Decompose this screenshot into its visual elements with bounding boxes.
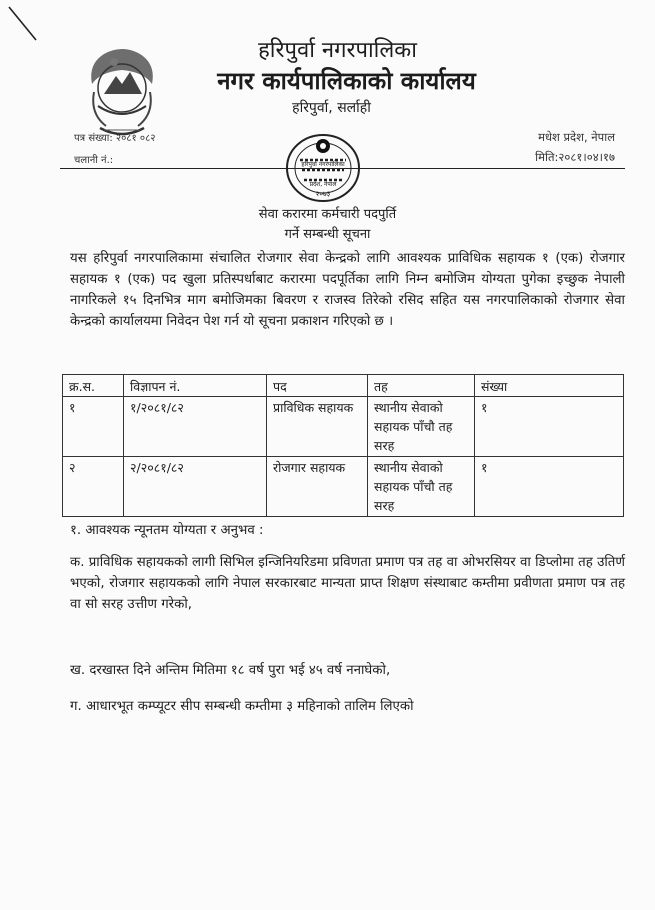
cell-count: १ xyxy=(475,397,624,457)
cell-sn: १ xyxy=(63,397,124,457)
notice-body: यस हरिपुर्वा नगरपालिकामा संचालित रोजगार सेवा केन्द्रको लागि आवश्यक प्राविधिक सहायक १ (एक) रोजगार सहायक १ (एक) पद खुला प्रतिस्पर्धाबाट करारमा पदपूर्तिका लागि निम्न बमोजिम योग्यता पुगेका इच्छुक नेपाली नागरिकले १५ दिनभित्र माग बमोजिमका बिवरण र राजस्व तिरेको रसिद सहित यस नगरपालिकाको रोजगार सेवा केन्द्रको कार्यालयमा निवेदन पेश गर्न यो सूचना प्रकाशन गरिएको छ । xyxy=(70,251,625,329)
date-label: मिति:२०८१।०४।१७ xyxy=(535,150,615,164)
subject-line1: सेवा करारमा कर्मचारी पदपुर्ति xyxy=(258,207,397,222)
col-sn: क्र.स. xyxy=(63,375,124,397)
ref-number: पत्र संख्या: २०८१ ०८२ xyxy=(74,133,156,144)
subject-line2: गर्ने सम्बन्धी सूचना xyxy=(284,227,371,242)
stamp-line2: प्रदेश, नेपाल xyxy=(309,181,337,188)
table-row xyxy=(63,397,624,457)
office-location: हरिपुर्वा, सर्लाही xyxy=(292,100,371,116)
col-post: पद xyxy=(267,375,368,397)
qualification-item-a: क. प्राविधिक सहायकको लागी सिभिल इन्जिनियरिडमा प्रविणता प्रमाण पत्र तह वा ओभरसियर वा डिप्लोमा तह उतिर्ण भएको, रोजगार सहायकको लागि नेपाल सरकारबाट मान्यता प्राप्त शिक्षण संस्थाबाट कम्तीमा प्रवीणता प्रमाण पत्र तह वा सो सरह उत्तीण गरेको, xyxy=(70,555,625,612)
office-stamp xyxy=(282,130,364,210)
cell-level: स्थानीय सेवाको सहायक पाँचौ तह सरह xyxy=(368,457,475,517)
cell-level: स्थानीय सेवाको सहायक पाँचौ तह सरह xyxy=(368,397,475,457)
cell-count: १ xyxy=(475,457,624,517)
office-title: नगर कार्यपालिकाको कार्यालय xyxy=(217,67,476,95)
cell-ad-no: २/२०८१/८२ xyxy=(124,457,267,517)
province-label: मधेश प्रदेश, नेपाल xyxy=(538,130,615,144)
col-ad-no: विज्ञापन नं. xyxy=(124,375,267,397)
dispatch-number: चलानी नं.: xyxy=(74,155,114,166)
cell-post: रोजगार सहायक xyxy=(267,457,368,517)
qualifications-heading: १. आवश्यक न्यूनतम योग्यता र अनुभव : xyxy=(70,523,264,538)
table-row xyxy=(63,457,624,517)
municipality-name: हरिपुर्वा नगरपालिका xyxy=(258,38,417,63)
qualification-item-c: ग. आधारभूत कम्प्यूटर सीप सम्बन्धी कम्तीमा ३ महिनाको तालिम लिएको xyxy=(70,699,414,714)
stamp-year: २०७३ xyxy=(315,190,331,198)
col-count: संख्या xyxy=(475,375,624,397)
stamp-line1: हरिपुर्वा नगरपालिका xyxy=(301,161,345,168)
cell-sn: २ xyxy=(63,457,124,517)
col-level: तह xyxy=(368,375,475,397)
table-header-row xyxy=(63,375,624,397)
qualification-item-b: ख. दरखास्त दिने अन्तिम मितिमा १८ वर्ष पुरा भई ४५ वर्ष ननाघेको, xyxy=(70,663,391,678)
cell-ad-no: १/२०८१/८२ xyxy=(124,397,267,457)
vacancy-table xyxy=(62,374,624,517)
cell-post: प्राविधिक सहायक xyxy=(267,397,368,457)
